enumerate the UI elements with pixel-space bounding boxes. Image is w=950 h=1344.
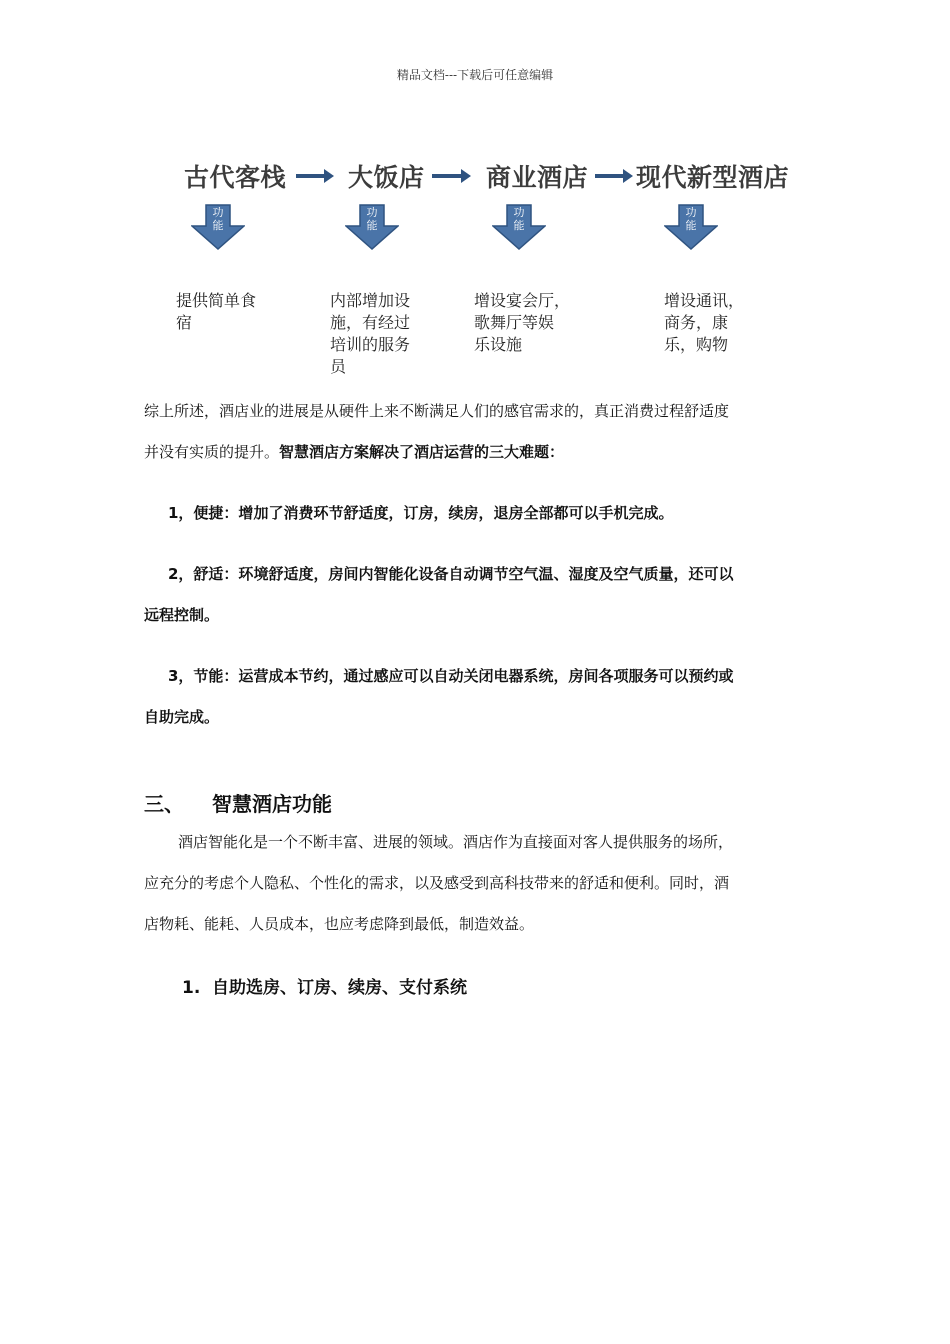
function-label: 功 能 (513, 206, 525, 232)
stage-grand-hotel: 大饭店 (348, 163, 425, 192)
stage-description-4: 增设通讯， 商务，康 乐，购物 (664, 291, 745, 354)
flow-arrow-1 (296, 174, 326, 178)
flow-arrow-2 (432, 174, 463, 178)
stage-modern-hotel: 现代新型酒店 (636, 163, 790, 192)
section-para-line-2: 应充分的考虑个人隐私、个性化的需求，以及感受到高科技带来的舒适和便利。同时，酒 (144, 874, 730, 892)
function-down-arrow-4 (664, 204, 718, 250)
stage-description-1: 提供简单食 宿 (176, 291, 257, 332)
point-energy-line-1: 3，节能：运营成本节约，通过感应可以自动关闭电器系统，房间各项服务可以预约或 (168, 667, 734, 685)
flow-arrow-3 (595, 174, 625, 178)
subsection-heading: 1. 自助选房、订房、续房、支付系统 (182, 978, 467, 998)
function-label: 功 能 (366, 206, 378, 232)
point-comfort-line-1: 2，舒适：环境舒适度，房间内智能化设备自动调节空气温、湿度及空气质量，还可以 (168, 565, 734, 583)
section-para-line-3: 店物耗、能耗、人员成本，也应考虑降到最低，制造效益。 (144, 915, 535, 933)
stage-ancient-inn: 古代客栈 (184, 163, 287, 192)
function-down-arrow-2 (345, 204, 399, 250)
stage-description-2: 内部增加设 施，有经过 培训的服务 员 (330, 291, 411, 376)
point-comfort-line-2: 远程控制。 (144, 606, 220, 624)
summary-line-1: 综上所述，酒店业的进展是从硬件上来不断满足人们的感官需求的，真正消费过程舒适度 (144, 402, 730, 420)
function-label: 功 能 (685, 206, 697, 232)
point-convenience: 1，便捷：增加了消费环节舒适度，订房，续房，退房全部都可以手机完成。 (168, 504, 674, 522)
section-heading: 三、 智慧酒店功能 (144, 792, 332, 816)
stage-commercial-hotel: 商业酒店 (486, 163, 589, 192)
summary-line-2: 并没有实质的提升。智慧酒店方案解决了酒店运营的三大难题： (144, 443, 565, 461)
section-para-line-1: 酒店智能化是一个不断丰富、进展的领域。酒店作为直接面对客人提供服务的场所， (178, 833, 734, 851)
stage-description-3: 增设宴会厅， 歌舞厅等娱 乐设施 (474, 291, 571, 354)
function-down-arrow-1 (191, 204, 245, 250)
function-down-arrow-3 (492, 204, 546, 250)
point-energy-line-2: 自助完成。 (144, 708, 220, 726)
function-label: 功 能 (212, 206, 224, 232)
page-header: 精品文档---下载后可任意编辑 (396, 68, 554, 82)
